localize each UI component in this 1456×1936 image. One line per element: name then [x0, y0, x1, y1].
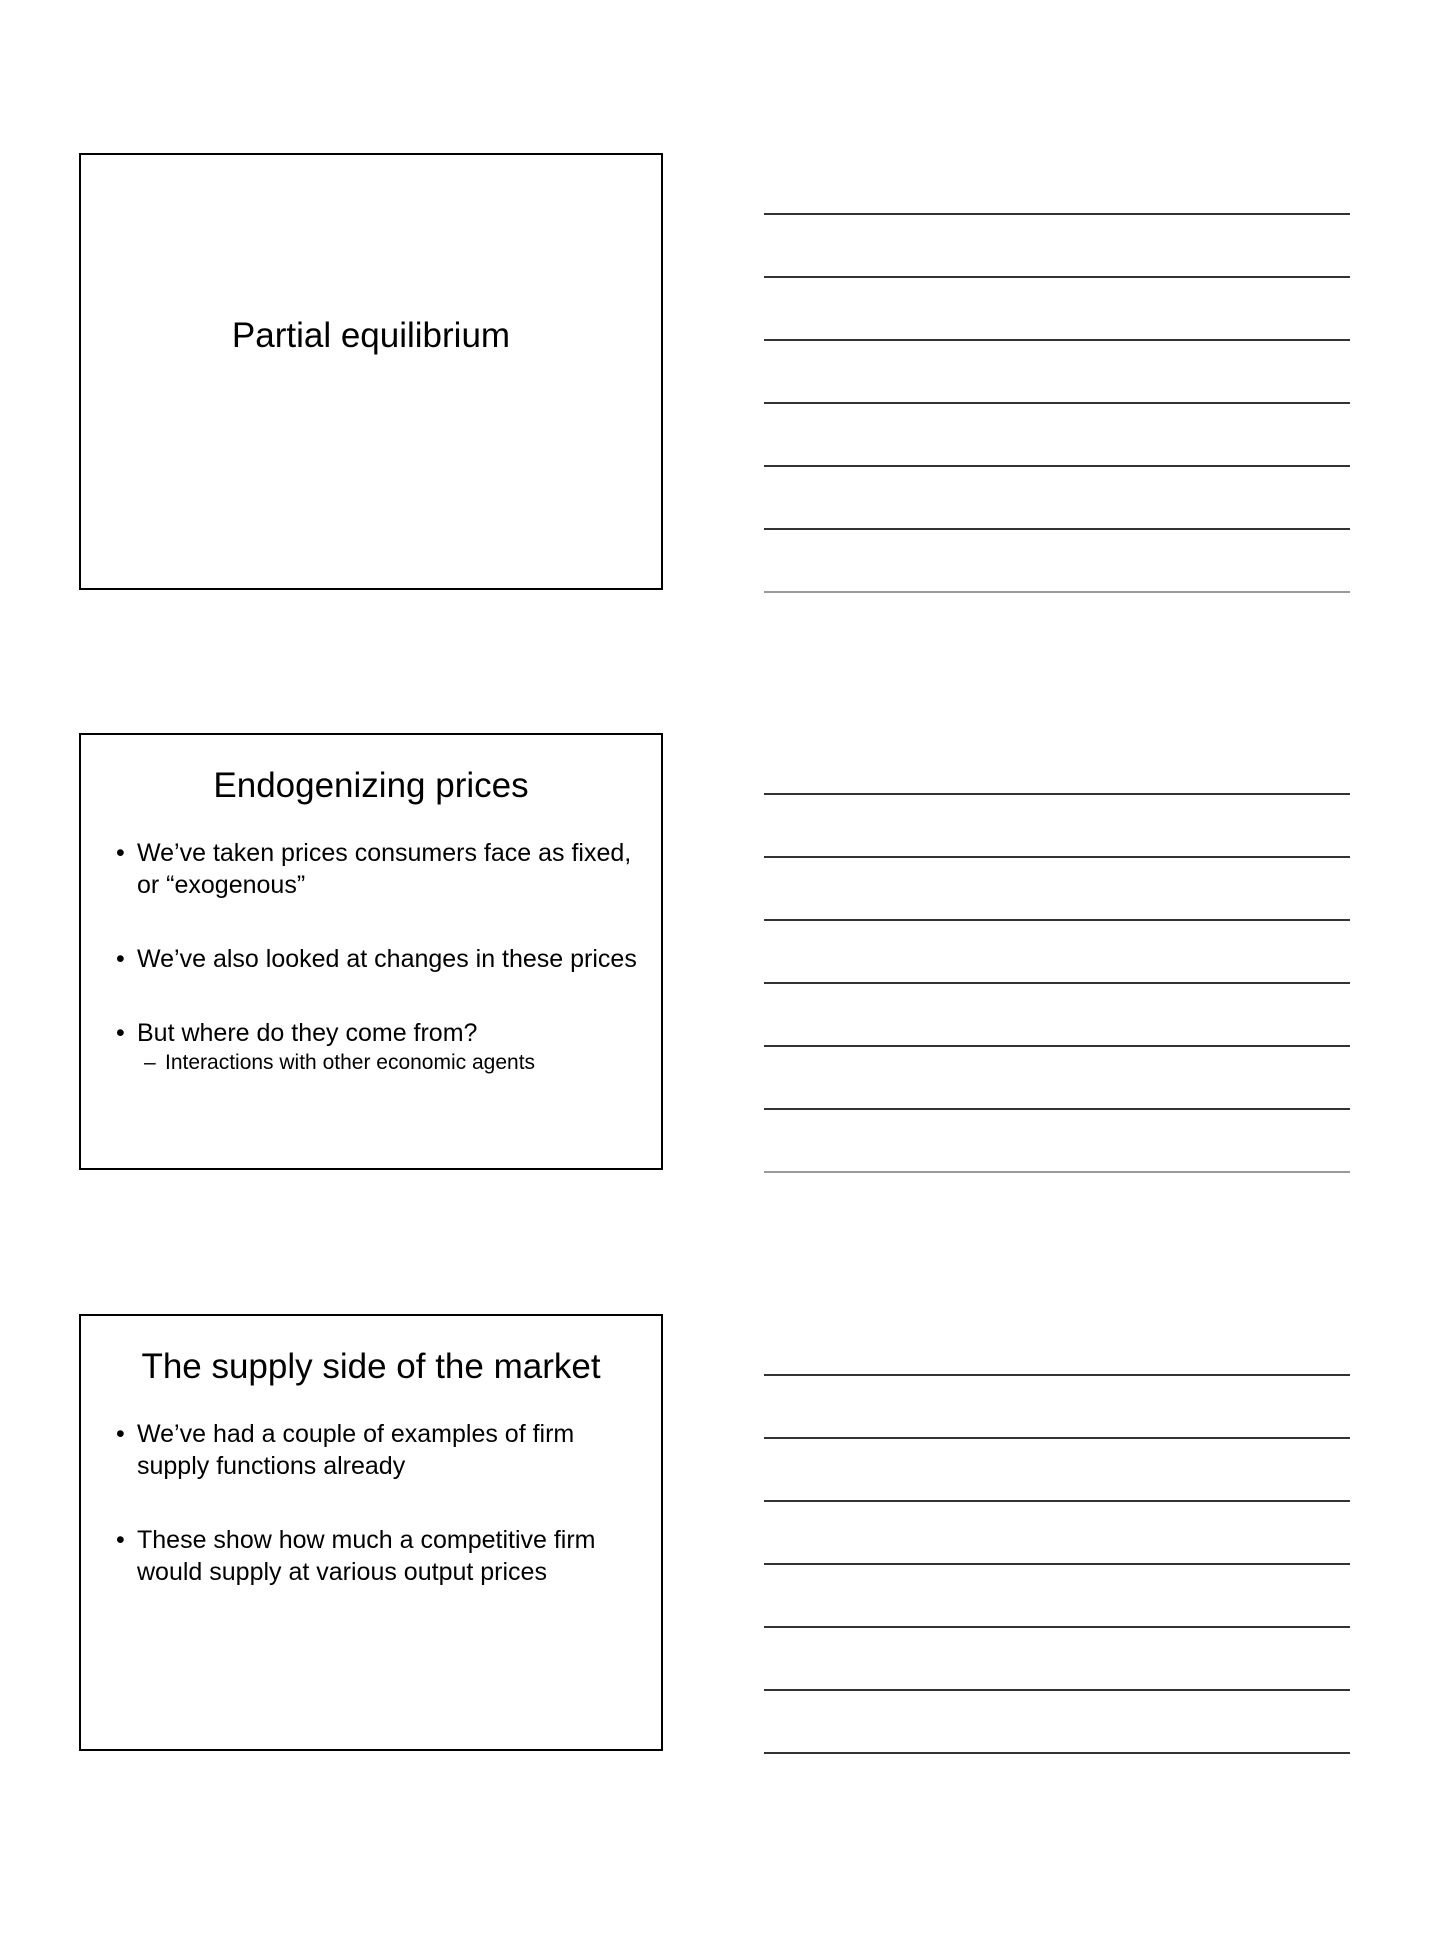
note-line [764, 1108, 1350, 1110]
bullet-text: But where do they come from? [137, 1019, 478, 1047]
note-line [764, 528, 1350, 530]
bullet-item [116, 943, 641, 975]
slide-title: Endogenizing prices [213, 766, 529, 805]
sub-bullet-item: – Interactions with other economic agents [144, 1049, 641, 1077]
note-line [764, 591, 1350, 593]
note-line [764, 793, 1350, 795]
slide-title: Partial equilibrium [231, 316, 511, 355]
note-line [764, 402, 1350, 404]
note-line [764, 982, 1350, 984]
note-line [764, 1437, 1350, 1439]
slide-3 [79, 1314, 663, 1751]
bullet-text: We’ve taken prices consumers face as fixed, or “exogenous” [137, 839, 632, 899]
bullet-list [116, 837, 641, 1077]
slide-2 [79, 733, 663, 1170]
note-line [764, 1500, 1350, 1502]
note-line [764, 919, 1350, 921]
bullet-text: We’ve also looked at changes in these prices [137, 945, 637, 973]
note-line [764, 1752, 1350, 1754]
bullet-item [116, 837, 641, 901]
note-line [764, 856, 1350, 858]
note-line [764, 465, 1350, 467]
bullet-text: These show how much a competitive firm would supply at various output prices [137, 1526, 596, 1586]
bullet-item [116, 1017, 641, 1077]
bullet-item [116, 1418, 641, 1482]
note-line [764, 1689, 1350, 1691]
note-line [764, 1374, 1350, 1376]
bullet-item [116, 1524, 641, 1588]
note-line [764, 339, 1350, 341]
note-line [764, 276, 1350, 278]
sub-bullet-list [137, 1049, 641, 1077]
slide-title: The supply side of the market [141, 1347, 601, 1386]
note-line [764, 213, 1350, 215]
bullet-list [116, 1418, 641, 1588]
note-line [764, 1045, 1350, 1047]
bullet-text: We’ve had a couple of examples of firm supply functions already [137, 1420, 575, 1480]
slide-1 [79, 153, 663, 590]
note-line [764, 1626, 1350, 1628]
note-line [764, 1563, 1350, 1565]
note-line [764, 1171, 1350, 1173]
